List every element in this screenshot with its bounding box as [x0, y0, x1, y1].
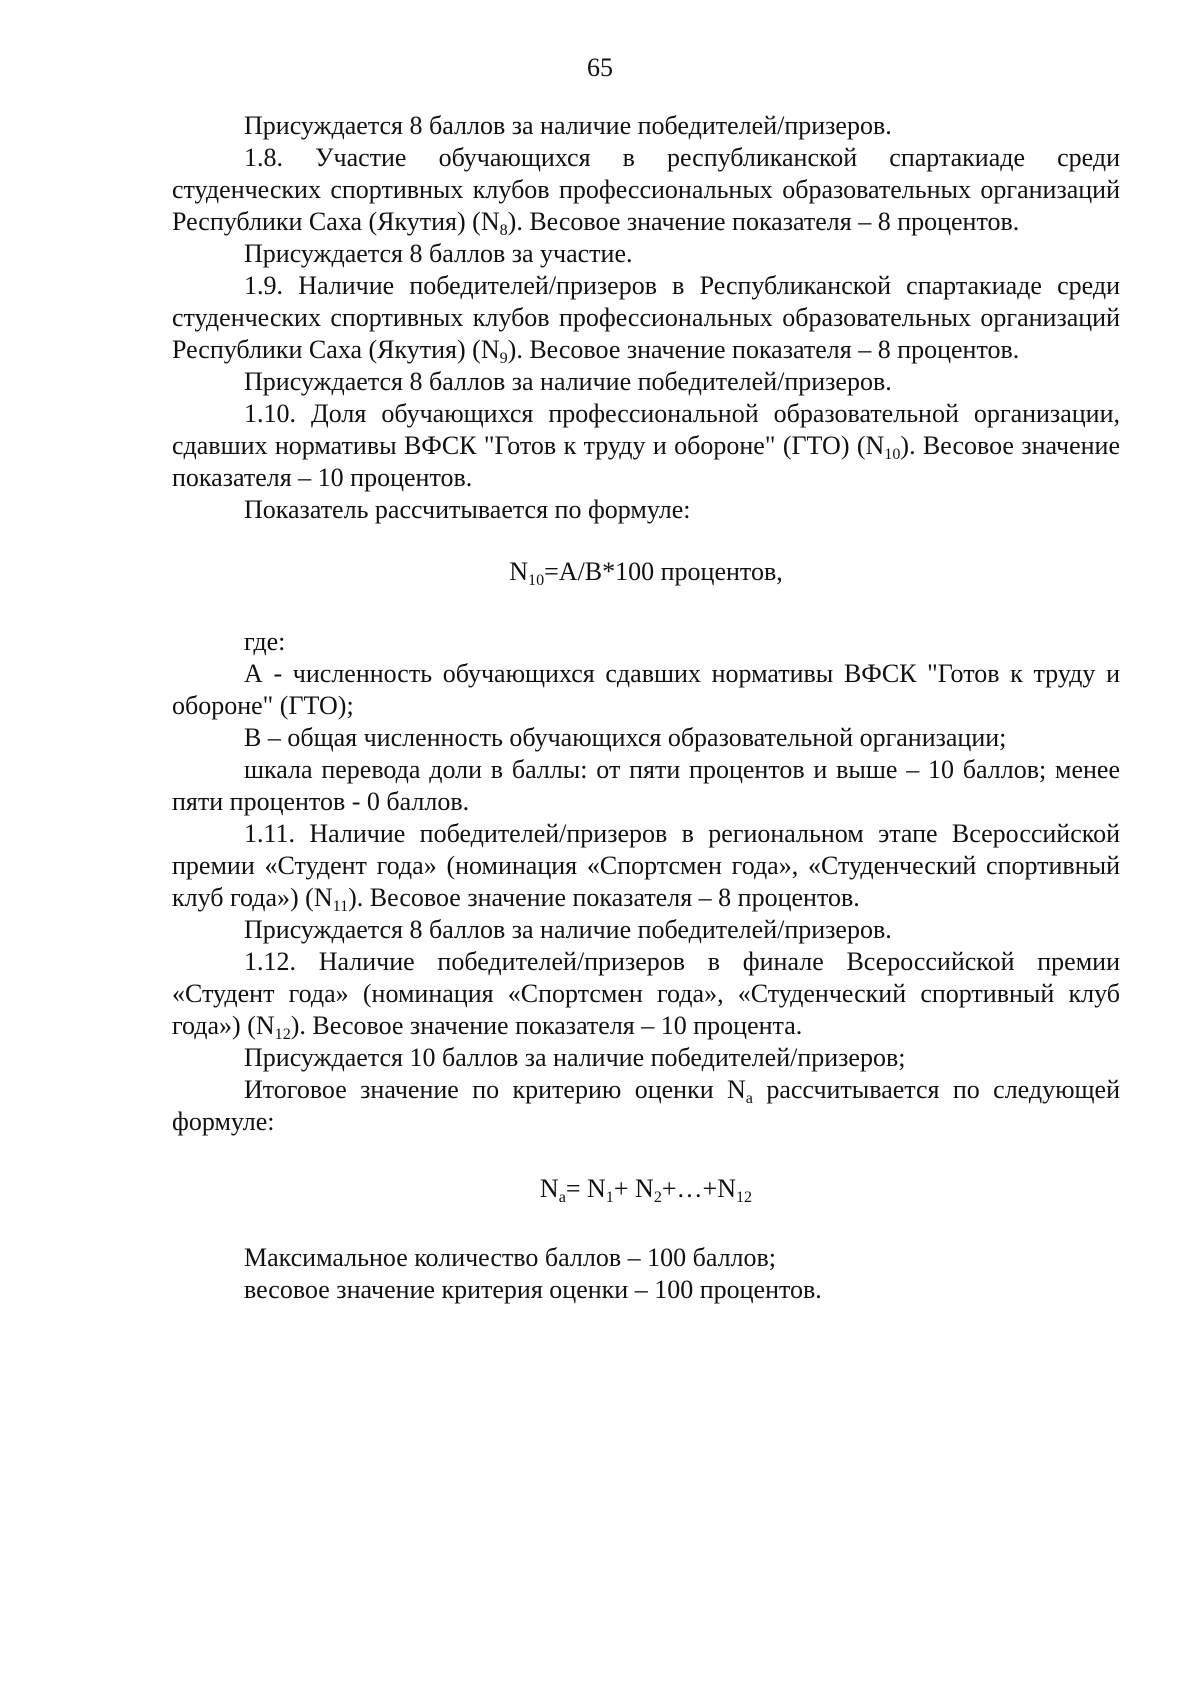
formula-text: =A/B*100 процентов,	[544, 557, 783, 586]
text: 1.12. Наличие победителей/призеров в финале Всероссийской премии «Студент года» (номинация «Спортсмен года», «Студенческий спортивный клуб года») (N	[172, 947, 1120, 1040]
paragraph-award-winners-4: Присуждается 10 баллов за наличие победителей/призеров;	[244, 1043, 906, 1072]
subscript: a	[745, 1089, 753, 1107]
text: ). Весовое значение показателя – 8 процентов.	[507, 335, 1020, 364]
formula-text: N	[509, 557, 529, 586]
subscript: 9	[499, 349, 508, 367]
subscript: 10	[884, 445, 901, 463]
paragraph-award-winners-3: Присуждается 8 баллов за наличие победителей/призеров.	[244, 915, 892, 944]
paragraph-award-winners-2: Присуждается 8 баллов за наличие победителей/призеров.	[244, 367, 892, 396]
subscript: 12	[274, 1025, 291, 1043]
document-body	[172, 110, 1120, 1306]
text: рассчитывается по следующей формуле:	[172, 1075, 1120, 1136]
formula-subscript: a	[558, 1188, 566, 1206]
text: 1.9. Наличие победителей/призеров в Республиканской спартакиаде среди студенческих спортивных клубов профессиональных образовательных организаций Республики Саха (Якутия) (N	[172, 271, 1120, 364]
text: ). Весовое значение показателя – 10 процента.	[290, 1011, 803, 1040]
formula-text: +…+N	[661, 1174, 736, 1203]
text: 1.8. Участие обучающихся в республиканской спартакиаде среди студенческих спортивных клубов профессиональных образовательных организаций Республики Саха (Якутия) (N	[172, 143, 1120, 236]
text: 1.11. Наличие победителей/призеров в региональном этапе Всероссийской премии «Студент года» (номинация «Спортсмен года», «Студенческий спортивный клуб года») (N	[172, 819, 1120, 912]
formula-subscript: 12	[735, 1188, 753, 1206]
paragraph-definition-b: В – общая численность обучающихся образовательной организации;	[244, 723, 1007, 752]
text: ). Весовое значение показателя – 10 процентов.	[172, 431, 1120, 492]
paragraph-scale: шкала перевода доли в баллы: от пяти процентов и выше – 10 баллов; менее пяти процентов - 0 баллов.	[172, 755, 1120, 816]
formula-n10	[172, 556, 1120, 588]
paragraph-where: где:	[244, 627, 286, 656]
formula-text: + N	[613, 1174, 654, 1203]
page-number: 65	[587, 53, 613, 82]
paragraph-1-11	[172, 818, 1120, 914]
formula-na	[172, 1173, 1120, 1205]
paragraph-1-8	[172, 142, 1120, 238]
paragraph-1-10	[172, 398, 1120, 494]
text: ). Весовое значение показателя – 8 процентов.	[348, 883, 860, 912]
subscript: 11	[332, 897, 349, 915]
paragraph-1-9	[172, 270, 1120, 366]
subscript: 8	[499, 221, 508, 239]
text: 1.10. Доля обучающихся профессиональной образовательной организации, сдавших нормативы ВФСК "Готов к труду и обороне" (ГТО) (N	[172, 399, 1120, 460]
paragraph-max-score: Максимальное количество баллов – 100 баллов;	[244, 1243, 777, 1272]
paragraph-total-intro	[172, 1074, 1120, 1138]
paragraph-award-participation: Присуждается 8 баллов за участие.	[244, 239, 633, 268]
paragraph-award-winners-1: Присуждается 8 баллов за наличие победителей/призеров.	[244, 111, 892, 140]
text: Итоговое значение по критерию оценки N	[244, 1075, 746, 1104]
formula-text: N	[539, 1174, 559, 1203]
paragraph-1-12	[172, 946, 1120, 1042]
formula-subscript: 1	[605, 1188, 614, 1206]
paragraph-formula-intro: Показатель рассчитывается по формуле:	[244, 495, 691, 524]
formula-subscript: 10	[528, 571, 545, 589]
paragraph-definition-a: А - численность обучающихся сдавших нормативы ВФСК "Готов к труду и обороне" (ГТО);	[172, 659, 1120, 720]
formula-subscript: 2	[653, 1188, 662, 1206]
formula-text: = N	[565, 1174, 606, 1203]
paragraph-weight: весовое значение критерия оценки – 100 процентов.	[244, 1275, 822, 1304]
text: ). Весовое значение показателя – 8 процентов.	[507, 207, 1020, 236]
